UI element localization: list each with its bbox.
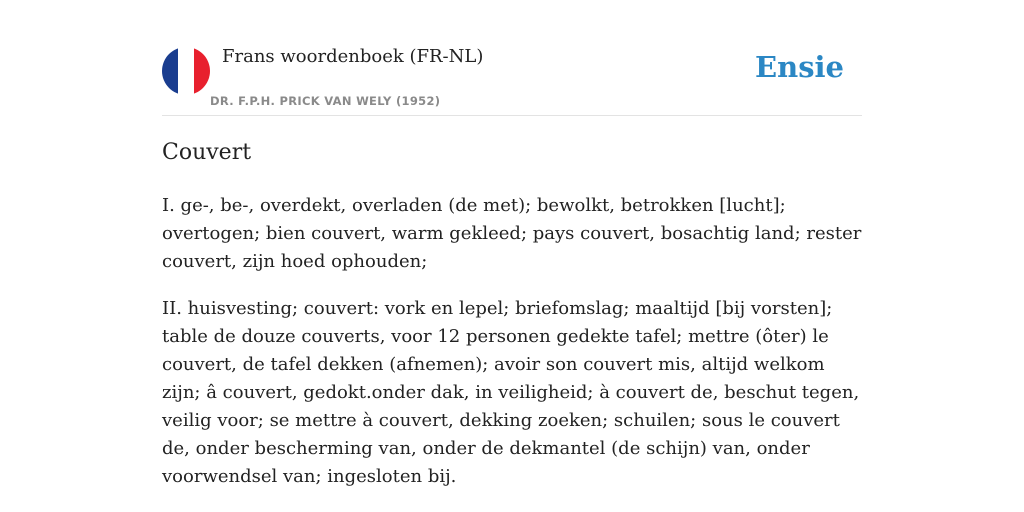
dictionary-header xyxy=(162,44,862,116)
dictionary-title[interactable]: Frans woordenboek (FR-NL) xyxy=(222,46,484,67)
definition-2: II. huisvesting; couvert: vork en lepel; briefomslag; maaltijd [bij vorsten]; table de douze couverts, voor 12 personen gedekte tafel; mettre (ôter) le couvert, de tafel dekken (afnemen); avoir son couvert mis, altijd welkom zijn; â couvert, gedokt.onder dak, in veiligheid; à couvert de, beschut tegen, veilig voor; se mettre à couvert, dekking zoeken; schuilen; sous le couvert de, onder bescherming van, onder de dekmantel (de schijn) van, onder voorwendsel van; ingesloten bij. xyxy=(162,298,860,487)
entry-headword: Couvert xyxy=(162,140,252,165)
dictionary-author: DR. F.P.H. PRICK VAN WELY (1952) xyxy=(210,94,441,108)
french-flag-icon xyxy=(162,47,210,95)
header-divider xyxy=(162,115,862,116)
ensie-logo[interactable]: Ensie xyxy=(755,50,844,84)
definition-1: I. ge-, be-, overdekt, overladen (de met); bewolkt, betrokken [lucht]; overtogen; bien couvert, warm gekleed; pays couvert, bosachtig land; rester couvert, zijn hoed ophouden; xyxy=(162,195,862,272)
